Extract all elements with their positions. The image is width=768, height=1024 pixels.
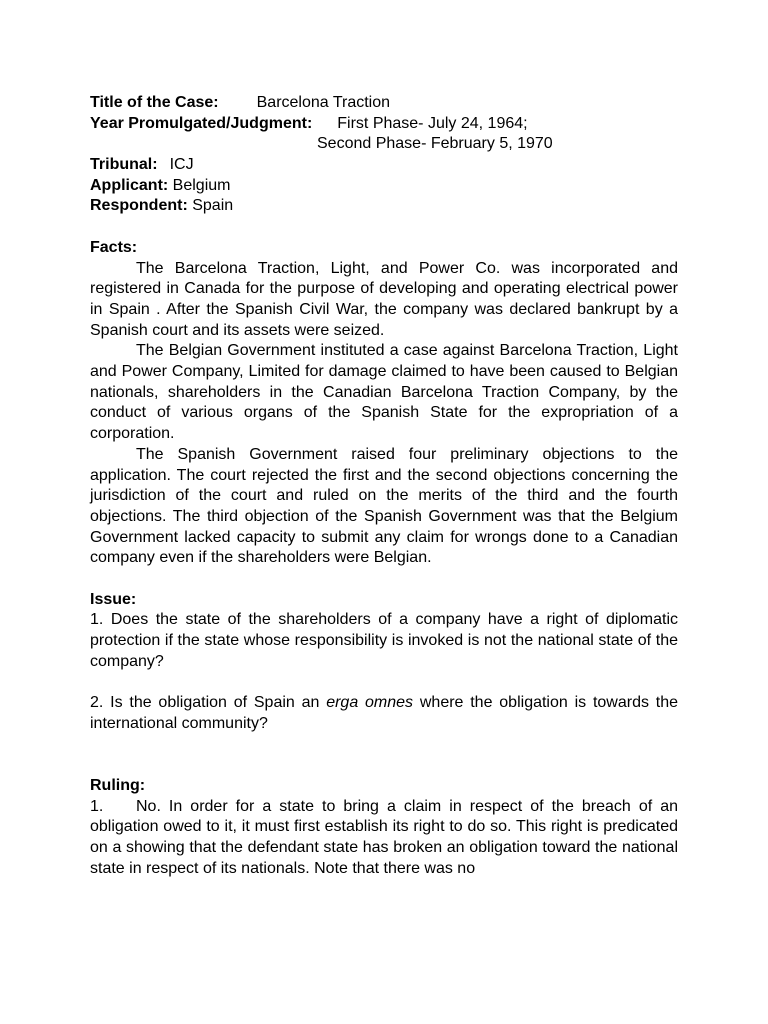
year-row-second bbox=[90, 134, 678, 155]
issue-item-2-text-end: where the obligation is towards the international community? bbox=[90, 694, 679, 732]
year-row bbox=[90, 114, 678, 135]
facts-heading: Facts: bbox=[90, 238, 138, 256]
ruling-item-1-number: 1. bbox=[90, 797, 104, 815]
facts-paragraph: The Spanish Government raised four preliminary objections to the application. The court rejected the first and the second objections concerning the jurisdiction of the court and ruled on the merits of the third and the fourth objections. The third objection of the Spanish Government was that the Belgium Government lacked capacity to submit any claim for wrongs done to a Canadian company even if the shareholders were Belgian. bbox=[90, 445, 678, 567]
spacer bbox=[90, 735, 678, 756]
issue-heading: Issue: bbox=[90, 590, 137, 608]
spacer bbox=[90, 673, 678, 694]
year-value-second-phase: Second Phase- February 5, 1970 bbox=[317, 135, 553, 153]
document-body bbox=[90, 93, 678, 880]
applicant-value: Belgium bbox=[172, 176, 231, 194]
respondent-value: Spain bbox=[192, 197, 234, 215]
tribunal-value: ICJ bbox=[169, 156, 194, 174]
spacer bbox=[90, 217, 678, 238]
applicant-row bbox=[90, 176, 678, 197]
facts-paragraph: The Barcelona Traction, Light, and Power Co. was incorporated and registered in Canada for the purpose of developing and operating electrical power in Spain . After the Spanish Civil War, the company was declared bankrupt by a Spanish court and its assets were seized. bbox=[90, 259, 678, 339]
year-label: Year Promulgated/Judgment: bbox=[90, 114, 313, 132]
case-title-value: Barcelona Traction bbox=[256, 94, 391, 111]
erga-omnes-term: erga omnes bbox=[326, 694, 414, 712]
respondent-label: Respondent: bbox=[90, 197, 188, 215]
ruling-heading: Ruling: bbox=[90, 777, 146, 794]
issue-item-2 bbox=[90, 693, 678, 734]
facts-paragraph: The Belgian Government instituted a case against Barcelona Traction, Light and Power Company, Limited for damage claimed to have been caused to Belgian nationals, shareholders in the Canadian Barcelona Traction Company, by the conduct of various organs of the Spanish State for the expropriation of a corporation. bbox=[90, 342, 678, 443]
case-title-label: Title of the Case: bbox=[90, 94, 219, 111]
tribunal-row bbox=[90, 155, 678, 176]
issue-item-1: 1. Does the state of the shareholders of a company have a right of diplomatic protection if the state whose responsibility is invoked is not the national state of the company? bbox=[90, 611, 678, 670]
year-value-first-phase: First Phase- July 24, 1964; bbox=[337, 114, 528, 132]
ruling-item-1 bbox=[90, 797, 678, 880]
spacer bbox=[90, 569, 678, 590]
issue-item-2-text: 2. Is the obligation of Spain an bbox=[90, 694, 327, 712]
spacer bbox=[90, 755, 678, 776]
tribunal-label: Tribunal: bbox=[90, 156, 158, 174]
case-title-row bbox=[90, 93, 678, 114]
respondent-row bbox=[90, 196, 678, 217]
ruling-item-1-text: No. In order for a state to bring a claim in respect of the breach of an obligation owed to it, it must first establish its right to do so. This right is predicated on a showing that the defendant state has broken an obligation toward the national state in respect of its nationals. Note that there was no bbox=[90, 797, 678, 877]
applicant-label: Applicant: bbox=[90, 176, 169, 194]
